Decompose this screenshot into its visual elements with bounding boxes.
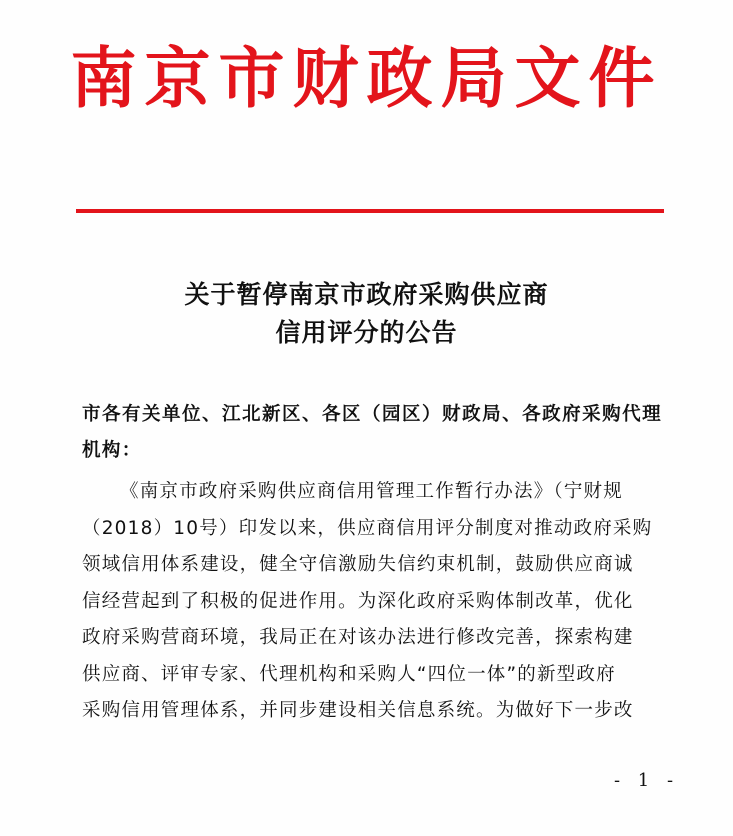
body-line: 采购信用管理体系，并同步建设相关信息系统。为做好下一步改 [82, 700, 634, 721]
body-line: 领域信用体系建设，健全守信激励失信约束机制，鼓励供应商诚 [82, 554, 634, 575]
document-title [0, 276, 733, 352]
addressee-line: 市各有关单位、江北新区、各区（园区）财政局、各政府采购代理机构： [82, 404, 662, 461]
page-number: - 1 - [614, 770, 680, 791]
body-line: 政府采购营商环境，我局正在对该办法进行修改完善，探索构建 [82, 627, 634, 648]
body-line: 供应商、评审专家、代理机构和采购人“四位一体”的新型政府 [82, 663, 616, 685]
masthead-title: 南京市财政局文件 [70, 39, 663, 117]
red-divider-rule [76, 209, 664, 213]
document-title-line-2: 信用评分的公告 [275, 318, 458, 347]
body-line: （2018）10号）印发以来，供应商信用评分制度对推动政府采购 [82, 517, 653, 539]
body-paragraph [82, 474, 668, 730]
body-line: 《南京市政府采购供应商信用管理工作暂行办法》（宁财规 [120, 481, 623, 502]
document-title-line-1: 关于暂停南京市政府采购供应商 [184, 280, 549, 309]
body-line: 信经营起到了积极的促进作用。为深化政府采购体制改革，优化 [82, 590, 634, 612]
